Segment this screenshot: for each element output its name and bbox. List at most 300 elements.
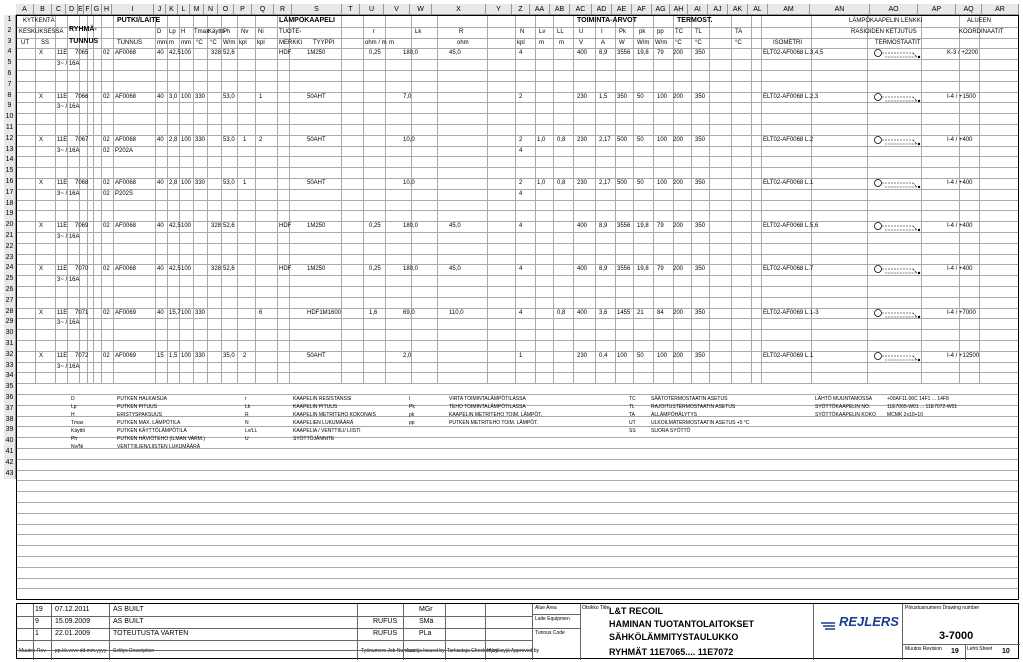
column-letter-r[interactable]: R (274, 4, 292, 15)
legend-code: N (245, 420, 249, 426)
row-number-11[interactable]: 11 (4, 123, 16, 134)
thermostat-loop-icon (873, 221, 931, 244)
header-putki-tunnus: TUNNUS (117, 39, 142, 46)
row-supply: 3~ / 16A (57, 277, 80, 284)
row-u: 230 (577, 93, 588, 100)
row-prefix: 02 (103, 180, 110, 186)
row-tc: 200 (673, 50, 684, 57)
label-tyonumero: Työnumero Job Number (361, 648, 415, 654)
label-alue: Alue Area (535, 605, 557, 611)
row-supply: 3~ / 16A (57, 320, 80, 327)
row-number-1[interactable]: 1 (4, 15, 16, 26)
header-alueen: ALUEEN (967, 18, 992, 24)
row-number-25[interactable]: 25 (4, 274, 16, 285)
row-lp: 2,8 (169, 180, 178, 186)
row-ss: X (39, 50, 44, 57)
column-letter-u[interactable]: U (360, 4, 384, 15)
column-letter-aj[interactable]: AJ (708, 4, 728, 15)
row-r: 1,6 (369, 309, 378, 316)
title-line-2: SÄHKÖLÄMMITYSTAULUKKO (609, 632, 739, 642)
row-supply: 3~ / 16A (57, 61, 80, 68)
row-number-15[interactable]: 15 (4, 166, 16, 177)
column-letter-ap[interactable]: AP (918, 4, 956, 15)
row-number-26[interactable]: 26 (4, 285, 16, 296)
column-letter-y[interactable]: Y (486, 4, 512, 15)
row-ni: 6 (259, 309, 263, 316)
row-pk: 50 (637, 352, 644, 359)
column-letter-w[interactable]: W (410, 4, 432, 15)
row-lv: 1,0 (537, 136, 546, 143)
row-device: AF0068 (115, 136, 137, 143)
row-h: 100 (181, 136, 192, 143)
row-number-41[interactable]: 41 (4, 447, 16, 458)
legend-desc: VIRTA TOIMINTALÄMPÖTILASSA (449, 396, 526, 402)
tb-col-line (33, 604, 34, 660)
row-number-39[interactable]: 39 (4, 425, 16, 436)
header-keskuksessa: KESKUKSESSA (19, 28, 64, 35)
row-number-6[interactable]: 6 (4, 69, 16, 80)
rev-44-rev: 19 (35, 606, 43, 613)
row-isometri: ELT02-AF0068 L.3,4,5 (763, 50, 824, 57)
row-device: AF0068 (115, 50, 137, 57)
row-R: 110,0 (449, 309, 464, 316)
row-ll: 0,8 (557, 136, 566, 143)
row-number-20[interactable]: 20 (4, 220, 16, 231)
row-number-13[interactable]: 13 (4, 145, 16, 156)
column-letter-f[interactable]: F (84, 4, 92, 15)
row-ph: 35,0 (223, 352, 235, 359)
row-number-14[interactable]: 14 (4, 155, 16, 166)
unit-w: W (619, 39, 625, 46)
row-group-number: 7068 (75, 180, 89, 186)
row-i: 8,9 (599, 266, 608, 273)
legend-code: U (245, 436, 249, 442)
rev-46-date: 22.01.2009 (55, 630, 91, 637)
row-isometri: ELT02-AF0068 L.2,3 (763, 93, 819, 100)
legend-desc: KAAPELIEN LUKUMÄÄRÄ (293, 420, 354, 426)
client-name: L&T RECOIL (609, 606, 663, 616)
column-letter-q[interactable]: Q (252, 4, 274, 15)
column-letter-b[interactable]: B (34, 4, 52, 15)
grid-col-line (385, 16, 386, 383)
column-letter-ae[interactable]: AE (612, 4, 632, 15)
column-letter-ag[interactable]: AG (652, 4, 670, 15)
row-Pk: 500 (617, 180, 628, 186)
row-kaytto: 328 (211, 50, 222, 57)
unit-wm2: W/m (637, 39, 650, 46)
row-pp: 100 (657, 93, 668, 100)
row-pp: 79 (657, 266, 664, 273)
row-tyyppi: 50AHT (307, 93, 326, 100)
row-R: 45,0 (449, 50, 461, 57)
header-n: N (520, 28, 525, 35)
row-number-30[interactable]: 30 (4, 328, 16, 339)
row-prefix: 02 (103, 223, 110, 230)
grid-col-line (709, 16, 710, 383)
thermostat-loop-icon (873, 135, 931, 158)
tb-row-line (17, 650, 532, 651)
grid-row-line (17, 524, 1018, 525)
row-tl: 350 (695, 93, 706, 100)
grid-col-line (221, 16, 222, 383)
grid-col-line (633, 16, 634, 383)
header-nv: Nv (241, 28, 249, 35)
row-pp: 100 (657, 352, 668, 359)
row-number-7[interactable]: 7 (4, 80, 16, 91)
column-letter-n[interactable]: N (204, 4, 218, 15)
row-number-43[interactable]: 43 (4, 469, 16, 480)
heating-cable-table (16, 15, 1019, 600)
rev-45-rev: 9 (35, 618, 39, 625)
grid-row-line (17, 459, 1018, 460)
grid-col-line (255, 16, 256, 383)
grid-col-line (437, 16, 438, 383)
row-number-33[interactable]: 33 (4, 361, 16, 372)
row-merkki: HDF (279, 50, 292, 57)
row-number-5[interactable]: 5 (4, 58, 16, 69)
row-ss: X (39, 266, 44, 273)
row-number-4[interactable]: 4 (4, 47, 16, 58)
row-number-10[interactable]: 10 (4, 112, 16, 123)
rev-46-rev: 1 (35, 630, 39, 637)
row-tyyppi: 1M250 (307, 266, 326, 273)
row-device: AF0068 (115, 93, 137, 100)
row-pk: 19,8 (637, 223, 649, 230)
row-d: 40 (157, 180, 164, 186)
row-number-17[interactable]: 17 (4, 188, 16, 199)
rev-45-by: RUFUS (373, 618, 398, 625)
column-letter-c[interactable]: C (52, 4, 66, 15)
grid-col-line (515, 16, 516, 383)
row-number-2[interactable]: 2 (4, 26, 16, 37)
unit-m4: m (539, 39, 544, 46)
legend-desc: PUTKEN HALKAISIJA (117, 396, 168, 402)
column-letter-ak[interactable]: AK (728, 4, 748, 15)
row-tl: 350 (695, 223, 706, 230)
column-letter-ab[interactable]: AB (550, 4, 570, 15)
column-letter-o[interactable]: O (218, 4, 234, 15)
grid-col-line (691, 16, 692, 383)
column-letter-a[interactable]: A (16, 4, 34, 15)
label-hyvaksyja: Hyväksyjä Approved by (487, 648, 539, 654)
column-letter-g[interactable]: G (92, 4, 102, 15)
row-tmax: 330 (195, 136, 206, 143)
grid-row-line (17, 383, 1018, 384)
tb-col-line (445, 604, 446, 660)
row-number-3[interactable]: 3 (4, 37, 16, 48)
row-r: 0,25 (369, 223, 381, 230)
header-tunnus: TUNNUS (69, 37, 99, 45)
row-number-32[interactable]: 32 (4, 350, 16, 361)
row-N: 4 (519, 50, 523, 57)
row-number-27[interactable]: 27 (4, 296, 16, 307)
row-isometri: ELT02-AF0069 L.1-3 (763, 309, 819, 316)
row-Pk: 500 (617, 136, 628, 143)
row-number-18[interactable]: 18 (4, 199, 16, 210)
row-lp: 2,8 (169, 136, 178, 143)
row-tyyppi: 50AHT (307, 136, 326, 143)
row-pk: 50 (637, 136, 644, 143)
header-isometri: ISOMETRI (773, 39, 803, 46)
row-number-19[interactable]: 19 (4, 209, 16, 220)
row-number-23[interactable]: 23 (4, 253, 16, 264)
column-letter-l[interactable]: L (178, 4, 190, 15)
header-lenkki-2: RASIOIDEN KETJUTUS (851, 28, 917, 35)
row-tc: 200 (673, 266, 684, 273)
header-h: H (181, 28, 186, 35)
legend-desc: KAAPELIN METRITEHO TOIM. LÄMPÖT. (449, 412, 543, 418)
legend-desc: SUORA SYÖTTÖ (651, 428, 691, 434)
tb-col-line (109, 604, 110, 660)
grid-col-line (867, 16, 868, 383)
row-Pk: 350 (617, 93, 628, 100)
row-prefix: 02 (103, 266, 110, 273)
row-number-37[interactable]: 37 (4, 404, 16, 415)
row-lk: 10,0 (403, 136, 415, 143)
row-group: 11E (57, 180, 68, 186)
row-number-42[interactable]: 42 (4, 458, 16, 469)
row-number-40[interactable]: 40 (4, 436, 16, 447)
column-letter-aq[interactable]: AQ (956, 4, 982, 15)
row-isometri: ELT02-AF0069 L.1 (763, 352, 814, 359)
tb-col-line (485, 604, 486, 660)
row-number-16[interactable]: 16 (4, 177, 16, 188)
row-group-number: 7070 (75, 266, 89, 273)
row-r: 0,25 (369, 266, 381, 273)
title-line-3: RYHMÄT 11E7065.... 11E7072 (609, 647, 734, 657)
header-r: r (373, 28, 375, 35)
header-kaytto: Käyttö (208, 28, 226, 35)
row-h: 100 (181, 266, 192, 273)
legend-desc: ERISTYSPAKSUUS (117, 412, 162, 418)
row-group: 11E (57, 50, 68, 57)
unit-mm: mm (157, 39, 167, 46)
unit-m5: m (559, 39, 564, 46)
row-pp: 79 (657, 223, 664, 230)
row-tyyppi: 50AHT (307, 180, 326, 186)
column-letter-aa[interactable]: AA (530, 4, 550, 15)
row-lp: 42,5 (169, 223, 181, 230)
row-number-36[interactable]: 36 (4, 393, 16, 404)
column-letter-j[interactable]: J (154, 4, 166, 15)
grid-col-line (535, 16, 536, 383)
header-i: I (601, 28, 603, 35)
grid-col-line (731, 16, 732, 383)
row-h: 100 (181, 50, 192, 57)
row-ph: 52,6 (223, 266, 235, 273)
row-h: 100 (181, 352, 192, 359)
row-lk: 180,0 (403, 223, 419, 230)
legend-desc: PUTKEN MAX. LÄMPÖTILA (117, 420, 181, 426)
header-merkki: MERKKI (279, 39, 303, 46)
row-tc: 200 (673, 136, 684, 143)
column-letter-af[interactable]: AF (632, 4, 652, 15)
column-letter-z[interactable]: Z (512, 4, 530, 15)
row-number-38[interactable]: 38 (4, 415, 16, 426)
header-lampokaapeli: LÄMPÖKAAPELI (279, 17, 335, 24)
row-coordinates: I-4 / +400 (947, 136, 973, 143)
grid-col-line (615, 16, 616, 383)
grid-col-line (87, 16, 88, 383)
row-d: 40 (157, 309, 164, 316)
row-u: 230 (577, 352, 588, 359)
row-tc: 200 (673, 223, 684, 230)
header-pp: pp (657, 28, 664, 35)
row-lk: 180,0 (403, 50, 419, 57)
grid-col-line (113, 16, 114, 383)
rev-45-chk: SMä (419, 618, 434, 625)
grid-row-line (17, 513, 1018, 514)
grid-col-line (487, 16, 488, 383)
grid-col-line (93, 16, 94, 383)
column-letter-ad[interactable]: AD (592, 4, 612, 15)
row-u: 400 (577, 309, 588, 316)
column-letter-h[interactable]: H (102, 4, 112, 15)
column-letter-ah[interactable]: AH (670, 4, 688, 15)
thermostat-loop-icon (873, 92, 931, 115)
grid-row-line (17, 394, 1018, 395)
rev-46-by: RUFUS (373, 630, 398, 637)
label-revision: Muutos Revision (905, 646, 942, 652)
column-letter-s[interactable]: S (292, 4, 342, 15)
legend-desc: VENTTIILIEN/LIISTEN LUKUMÄÄRÄ (117, 444, 201, 450)
column-letter-i[interactable]: I (112, 4, 154, 15)
grid-col-line (979, 16, 980, 383)
row-number-22[interactable]: 22 (4, 242, 16, 253)
grid-col-line (207, 16, 208, 383)
header-tc: TC (675, 28, 683, 35)
tb-col-line (580, 604, 581, 660)
row-number-24[interactable]: 24 (4, 263, 16, 274)
row-u: 400 (577, 50, 588, 57)
label-tarkastaja: Tarkastaja Checked by (447, 648, 498, 654)
legend-code: pp (409, 420, 415, 426)
tb-row-line (532, 628, 580, 629)
row-d: 40 (157, 50, 164, 57)
supply-label: SYÖTTÖKAAPELIN KOKO (815, 412, 876, 418)
grid-col-line (363, 16, 364, 383)
grid-col-line (79, 16, 80, 383)
column-letter-an[interactable]: AN (810, 4, 870, 15)
header-tuote: TUOTE- (279, 28, 302, 35)
unit-c3: °C (675, 39, 682, 46)
row-supply: 3~ / 16A (57, 104, 80, 111)
label-piirustus: Piirustusnumero Drawing number (905, 605, 980, 611)
column-letter-ai[interactable]: AI (688, 4, 708, 15)
legend-code: Ph (71, 436, 78, 442)
column-letter-ao[interactable]: AO (870, 4, 918, 15)
legend-desc: KAAPELIN RESISTANSSI (293, 396, 352, 402)
column-letter-ar[interactable]: AR (982, 4, 1019, 15)
row-number-29[interactable]: 29 (4, 317, 16, 328)
row-group: 11E (57, 223, 68, 230)
row-number-31[interactable]: 31 (4, 339, 16, 350)
unit-ohm: ohm (457, 39, 469, 46)
row-coordinates: I-4 / +1500 (947, 93, 976, 100)
tb-col-line (403, 604, 404, 660)
column-letter-x[interactable]: X (432, 4, 486, 15)
row-ph: 53,0 (223, 180, 235, 186)
row-number-34[interactable]: 34 (4, 371, 16, 382)
column-letter-e[interactable]: E (78, 6, 83, 13)
row-sub-device: P202A (115, 147, 134, 154)
grid-col-line (167, 16, 168, 383)
row-number-35[interactable]: 35 (4, 382, 16, 393)
row-pk: 21 (637, 309, 644, 316)
tb-row-line (902, 644, 1020, 645)
label-laatija: Laatija Issued by (407, 648, 445, 654)
column-letter-p[interactable]: P (234, 4, 252, 15)
row-supply: 3~ / 16A (57, 190, 80, 197)
column-letter-k[interactable]: K (166, 4, 178, 15)
row-prefix: 02 (103, 352, 110, 359)
supply-value: 11E7065-W01 ... 11E7072-W01 (887, 404, 958, 410)
unit-wm3: W/m (655, 39, 668, 46)
row-tl: 350 (695, 180, 706, 186)
unit-kpl3: kpl (517, 39, 525, 46)
column-letter-m[interactable]: M (190, 4, 204, 15)
column-letter-al[interactable]: AL (748, 4, 768, 15)
row-tl: 350 (695, 136, 706, 143)
row-lk: 10,0 (403, 180, 415, 186)
header-ta: TA (735, 28, 743, 35)
column-letter-am[interactable]: AM (768, 4, 810, 15)
grid-row-line (17, 480, 1018, 481)
row-prefix: 02 (103, 136, 110, 143)
row-number-12[interactable]: 12 (4, 134, 16, 145)
row-ss: X (39, 93, 44, 100)
row-N: 4 (519, 266, 523, 273)
header-u: U (579, 28, 584, 35)
column-letter-t[interactable]: T (342, 4, 360, 15)
row-Pk: 3556 (617, 50, 631, 57)
row-supply: 3~ / 16A (57, 363, 80, 370)
row-number-28[interactable]: 28 (4, 307, 16, 318)
row-d: 40 (157, 266, 164, 273)
tb-col-line (965, 644, 966, 660)
header-R-col: R (459, 28, 464, 35)
grid-col-line (277, 16, 278, 383)
header-ut: UT (21, 39, 29, 46)
row-group: 11E (57, 352, 68, 359)
supply-value: +00AF11.06C 14F1 ... 14F8 (887, 396, 949, 402)
row-Pk: 100 (617, 352, 628, 359)
column-letter-d[interactable]: D (66, 4, 78, 15)
column-letter-v[interactable]: V (384, 4, 410, 15)
row-pk: 19,8 (637, 266, 649, 273)
unit-m3: m (389, 39, 394, 46)
row-number-8[interactable]: 8 (4, 91, 16, 102)
column-letter-ac[interactable]: AC (570, 4, 592, 15)
row-number-9[interactable]: 9 (4, 101, 16, 112)
tb-col-line (902, 604, 903, 660)
grid-col-line (179, 16, 180, 383)
unit-c2: °C (210, 39, 217, 46)
row-isometri: ELT02-AF0068 L.2 (763, 136, 814, 143)
row-number-21[interactable]: 21 (4, 231, 16, 242)
row-tmax: 330 (195, 352, 206, 359)
row-lk: 180,0 (403, 266, 419, 273)
row-i: 3,6 (599, 309, 608, 316)
row-i: 0,4 (599, 352, 608, 359)
row-tl: 350 (695, 352, 706, 359)
tb-row-line (17, 616, 532, 617)
row-d: 40 (157, 223, 164, 230)
grid-col-line (237, 16, 238, 383)
legend-code: Lp (71, 404, 77, 410)
thermostat-loop-icon (873, 308, 931, 331)
row-tyyppi: 1M250 (307, 223, 326, 230)
